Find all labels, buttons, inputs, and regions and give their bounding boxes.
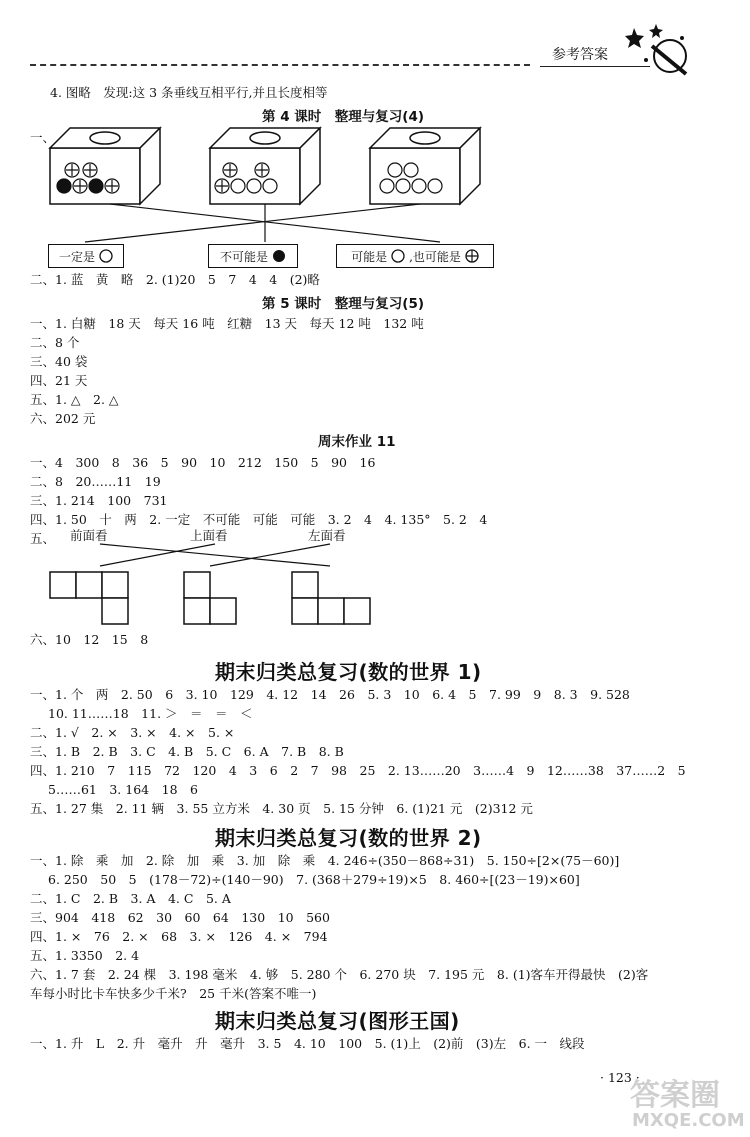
section-title: 第 5 课时 整理与复习(5) <box>262 296 425 312</box>
answer-line: 三、904 418 62 30 60 64 130 10 560 <box>30 910 330 925</box>
label-text: ,也可能是 <box>409 249 461 264</box>
answer-line: 二、1. √ 2. × 3. × 4. × 5. × <box>30 725 235 740</box>
question-label: 五、 <box>30 531 56 546</box>
black-ball-icon <box>272 249 286 263</box>
review-title: 期末归类总复习(数的世界 2) <box>215 826 482 850</box>
answer-line: 一、1. 白糖 18 天 每天 16 吨 红糖 13 天 每天 12 吨 132 吨 <box>30 316 424 331</box>
answer-line: 三、1. 214 100 731 <box>30 493 168 508</box>
answer-line: 六、10 12 15 8 <box>30 632 149 647</box>
view-label-left: 左面看 <box>308 528 346 543</box>
answer-line: 五、1. 27 集 2. 11 辆 3. 55 立方米 4. 30 页 5. 15 分钟 6. (1)21 元 (2)312 元 <box>30 801 533 816</box>
header-title: 参考答案 <box>552 47 608 63</box>
view-label-top: 上面看 <box>190 528 228 543</box>
watermark-logo: 答案圈 <box>630 1078 720 1113</box>
answer-line: 二、1. 蓝 黄 略 2. (1)20 5 7 4 4 (2)略 <box>30 272 320 287</box>
answer-line: 5……61 3. 164 18 6 <box>48 782 198 797</box>
answer-line: 四、21 天 <box>30 373 88 388</box>
section-title: 第 4 课时 整理与复习(4) <box>262 109 425 125</box>
white-ball-icon <box>391 249 405 263</box>
answer-line: 一、4 300 8 36 5 90 10 212 150 5 90 16 <box>30 455 376 470</box>
label-box-possible <box>336 244 494 268</box>
answer-line: 一、1. 升 L 2. 升 毫升 升 毫升 3. 5 4. 10 100 5. (1)上 (2)前 (3)左 6. 一 线段 <box>30 1036 585 1051</box>
answer-line: 二、1. C 2. B 3. A 4. C 5. A <box>30 891 231 906</box>
view-shapes-diagram <box>40 540 380 630</box>
answer-line: 三、40 袋 <box>30 354 88 369</box>
label-text: 不可能是 <box>219 249 268 264</box>
label-box-certain <box>48 244 124 268</box>
answer-line: 二、8 个 <box>30 335 80 350</box>
review-title: 期末归类总复习(数的世界 1) <box>215 660 482 684</box>
header-dashed-rule <box>30 64 530 66</box>
answer-line: 一、1. 个 两 2. 50 6 3. 10 129 4. 12 14 26 5. 3 10 6. 4 5 7. 99 9 8. 3 9. 528 <box>30 687 630 702</box>
answer-line: 四、1. 50 十 两 2. 一定 不可能 可能 可能 3. 2 4 4. 135° 5. 2 4 <box>30 512 488 527</box>
review-title: 期末归类总复习(图形王国) <box>215 1009 460 1033</box>
label-text: 一定是 <box>58 249 95 264</box>
watermark-url: MXQE.COM <box>632 1110 745 1131</box>
answer-line: 4. 图略 发现:这 3 条垂线互相平行,并且长度相等 <box>50 85 328 100</box>
answer-line: 一、1. 除 乘 加 2. 除 加 乘 3. 加 除 乘 4. 246÷(350－868÷31) 5. 150÷[2×(75－60)] <box>30 853 620 868</box>
answer-line: 六、202 元 <box>30 411 96 426</box>
answer-line: 五、1. 3350 2. 4 <box>30 948 140 963</box>
answer-line: 五、1. △ 2. △ <box>30 392 119 407</box>
label-text: 可能是 <box>351 249 388 264</box>
question-label: 一、 <box>30 130 56 145</box>
answer-line: 车每小时比卡车快多少千米? 25 千米(答案不唯一) <box>30 986 317 1001</box>
section-title: 周末作业 11 <box>318 434 396 450</box>
white-ball-icon <box>99 249 113 263</box>
answer-line: 二、8 20……11 19 <box>30 474 161 489</box>
answer-line: 四、1. 210 7 115 72 120 4 3 6 2 7 98 25 2. 13……20 3……4 9 12……38 37……2 5 <box>30 763 686 778</box>
page-number: · 123 · <box>600 1070 640 1085</box>
answer-line: 10. 11……18 11. ＞ ＝ ＝ ＜ <box>48 706 253 721</box>
magic-wand-icon <box>622 16 702 76</box>
label-box-impossible <box>208 244 298 268</box>
answer-line: 四、1. × 76 2. × 68 3. × 126 4. × 794 <box>30 929 328 944</box>
answer-line: 六、1. 7 套 2. 24 棵 3. 198 毫米 4. 够 5. 280 个 6. 270 块 7. 195 元 8. (1)客车开得最快 (2)客 <box>30 967 649 982</box>
answer-line: 6. 250 50 5 (178－72)÷(140－90) 7. (368＋279÷19)×5 8. 460÷[(23－19)×60] <box>48 872 580 887</box>
checkered-ball-icon <box>465 249 479 263</box>
view-label-front: 前面看 <box>70 528 108 543</box>
answer-line: 三、1. B 2. B 3. C 4. B 5. C 6. A 7. B 8. B <box>30 744 344 759</box>
